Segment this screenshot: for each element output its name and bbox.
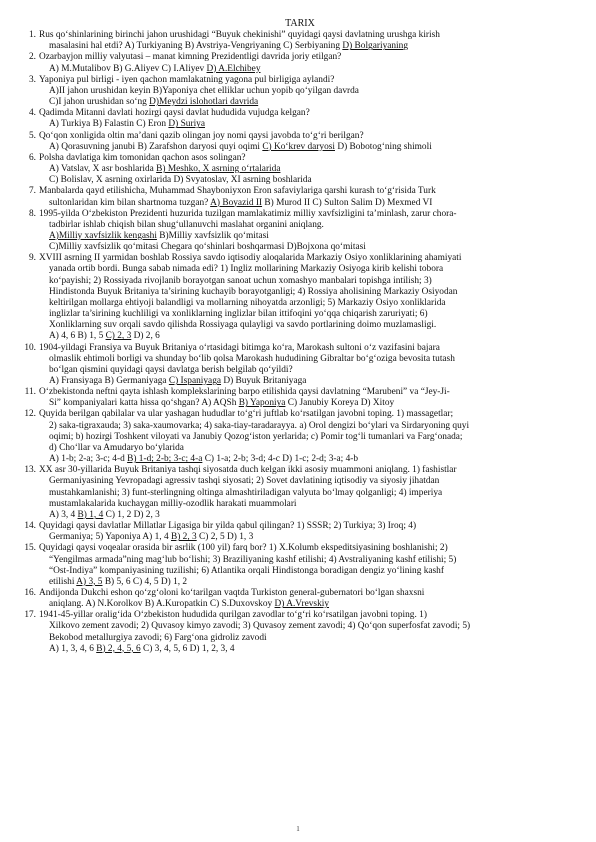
- answer-options: [39, 577, 574, 588]
- options-text: B)Milliy xavfsizlik qo‘mitasi: [156, 230, 269, 241]
- question-item: [26, 75, 574, 108]
- answer-options: [39, 644, 574, 655]
- options-text: A) Turkiya B) Falastin C) Eron: [49, 119, 169, 130]
- question-body: [39, 543, 574, 588]
- options-text: D) Buyuk Britaniyaga: [221, 376, 307, 386]
- correct-answer: B) 1, 4: [77, 509, 104, 520]
- question-number: 5.: [28, 130, 36, 141]
- options-text: etilishi: [49, 576, 77, 587]
- answer-options: [39, 331, 574, 342]
- question-number: 13.: [24, 465, 36, 476]
- question-item: [26, 543, 574, 588]
- correct-answer: B) 2, 3: [170, 532, 197, 543]
- options-text: C) Janubiy Koreya D) Xitoy: [285, 398, 395, 409]
- question-text-line: bo‘lgan qismini quyidagi qaysi davlatga berish belgilab qo‘yildi?: [49, 364, 293, 375]
- question-text-line: olmaslik ehtimoli borligi va shunday bo‘lib qolsa Marokash hududining Gibraltar bo‘g‘oziga bevosita tutash: [49, 353, 455, 364]
- question-body: [39, 75, 574, 108]
- answer-options: [39, 198, 574, 209]
- question-number: 15.: [24, 543, 36, 554]
- correct-answer: D) A.Vrevskiy: [274, 599, 330, 610]
- question-text-line: 2) saka-tigraxauda; 3) saka-xaumovarka; 4) saka-tiay-taradarayya. a) Orol dengizi bo‘ylari va Sirdaryoning quyi: [49, 420, 470, 431]
- question-text-line: keltirilgan mollarga ehtiyoji balandligi va mollarning nihoyatda arzonligi; 5) Markaziy Osiyo xonliklarida: [49, 297, 446, 308]
- question-text-line: “Ost-Indiya” kompaniyasining tuzilishi; 6) Atlantika orqali Hindistonga boradigan dengiz yo‘lining kashf: [49, 565, 444, 576]
- question-body: [39, 409, 574, 465]
- question-text-line: Quyidagi qaysi davlatlar Millatlar Ligasiga bir yilda qabul qilingan? 1) SSSR; 2) Turkiya; 3) Iroq; 4): [39, 521, 417, 532]
- question-body: [39, 465, 574, 521]
- question-text-line: Xilkovo zement zavodi; 2) Quvasoy kimyo zavodi; 3) Quvasoy zement zavodi; 4) Qo‘qon superfosfat zavodi; 5): [49, 621, 471, 632]
- question-number: 3.: [28, 74, 36, 85]
- question-item: [26, 521, 574, 543]
- test-page: [26, 18, 574, 655]
- question-text-line: Qadimda Mitanni davlati hozirgi qaysi davlat hududida vujudga kelgan?: [39, 108, 310, 119]
- correct-answer: C) Ispaniyaga: [168, 376, 222, 386]
- correct-answer: A) 3, 5: [76, 576, 103, 587]
- question-text-line: Manbalarda qayd etilishicha, Muhammad Shayboniyxon Eron safaviylariga qarshi kurash to‘g‘risida Turk: [39, 186, 436, 197]
- question-text-line: Xonliklarning suv orqali savdo qilishda Rossiyaga qulayligi va savdo portlarining doimo muzlamasligi.: [49, 320, 437, 331]
- options-text: A) 3, 4: [49, 509, 78, 520]
- question-text-line: yanada ortib bordi. Bunga sabab nimada edi? 1) Ingliz mollarining Markaziy Osiyoga kirib kelishi tobora: [49, 264, 444, 275]
- question-item: [26, 108, 574, 130]
- options-text: A) Fransiyaga B) Germaniyaga: [49, 376, 169, 386]
- answer-options: [39, 532, 574, 543]
- options-text: D) Bobotog‘ning shimoli: [334, 141, 432, 152]
- question-body: [39, 209, 574, 254]
- question-text-line: XVIII asrning II yarmidan boshlab Rossiya savdo iqtisodiy aloqalarida Markaziy Osiyo xonliklarining ahamiyati: [39, 253, 462, 264]
- question-item: [26, 186, 574, 208]
- answer-options: [39, 376, 574, 387]
- question-text-line: Quyida berilgan qabilalar va ular yashagan hududlar to‘g‘ri juftlab ko‘rsatilgan javobni toping. 1) massagetlar;: [39, 409, 454, 420]
- correct-answer: D) Bolgariyaning: [342, 41, 408, 52]
- question-number: 10.: [24, 342, 36, 353]
- question-text-line: 1941-45-yillar oralig‘ida O‘zbekiston hududida qurilgan zavodlar to‘g‘ri ko‘rsatilgan javobni toping. 1): [39, 610, 427, 621]
- question-body: [39, 153, 574, 186]
- answer-options: [39, 454, 574, 465]
- question-item: [26, 465, 574, 521]
- question-list: [26, 30, 574, 655]
- options-text: A) M.Mutalibov B) G.Aliyev C) I.Aliyev: [49, 63, 207, 74]
- question-number: 6.: [28, 152, 36, 163]
- options-text: D) 2, 6: [131, 331, 160, 342]
- question-text-line: Andijonda Dukchi eshon qo‘zg‘oloni ko‘tarilgan vaqtda Turkiston general-gubernatori bo‘lgan shaxsni: [39, 587, 425, 598]
- options-text: A) 1-b; 2-a; 3-c; 4-d: [49, 454, 128, 465]
- page-title: TARIX: [285, 18, 315, 29]
- answer-options: C)Milliy xavfsizlik qo‘mitasi Chegara qo‘shinlari boshqarmasi D)Bojxona qo‘mitasi: [49, 242, 366, 253]
- options-text: aniqlang. A) N.Korolkov B) A.Kuropatkin C) S.Duxovskoy: [49, 599, 275, 610]
- page-number: 1: [296, 825, 300, 833]
- correct-answer: D) Suriya: [168, 119, 205, 130]
- question-number: 7.: [28, 186, 36, 197]
- options-text: B) Murod II C) Sulton Salim D) Mexmed VI: [262, 197, 433, 208]
- question-number: 17.: [24, 610, 36, 621]
- question-text-line: A)II jahon urushidan keyin B)Yaponiya chet elliklar uchun yopib qo‘yilgan davrda: [49, 85, 359, 96]
- answer-options: [39, 398, 574, 409]
- question-number: 16.: [24, 587, 36, 598]
- correct-answer: B) Meshko, X asrning o‘rtalarida: [156, 164, 281, 175]
- question-text-line: oqimi; b) hozirgi Toshkent viloyati va Janubiy Qozog‘iston yerlarida; c) Pomir tog‘li tumanlari va Farg‘onada;: [49, 431, 463, 442]
- question-text-line: Hindistonda Buyuk Britaniya ta’sirining kuchayib borayotganligi; 4) Rossiya aholisining Markaziy Osiyodan: [49, 286, 458, 297]
- options-text: B) 5, 6 C) 4, 5 D) 1, 2: [102, 576, 188, 587]
- question-number: 9.: [28, 253, 36, 264]
- options-text: Germaniya; 5) Yaponiya A) 1, 4: [49, 532, 171, 543]
- question-text-line: Quyidagi qaysi voqealar orasida bir asrlik (100 yil) farq bor? 1) X.Kolumb ekspeditsiyasining boshlanishi; 2): [39, 543, 448, 554]
- question-body: [39, 186, 574, 208]
- question-item: [26, 343, 574, 388]
- question-text-line: mustahkamlanishi; 3) funt-sterlingning oltinga almashtiriladigan valyuta bo‘lmay qolganligi; 4) imperiya: [49, 487, 443, 498]
- answer-options: [39, 41, 574, 52]
- answer-options: [39, 119, 574, 130]
- question-body: [39, 521, 574, 543]
- question-text-line: O‘zbekistonda neftni qayta ishlash komplekslarining barpo etilishida qaysi davlatning “Marubeni” va “Jey-Ji-: [39, 387, 450, 398]
- question-text-line: 1904-yildagi Fransiya va Buyuk Britaniya o‘rtasidagi bitimga ko‘ra, Marokash sultoni o‘z vazifasini bajara: [39, 342, 440, 353]
- options-text: sultonlaridan kim bilan shartnoma tuzgan?: [49, 197, 211, 208]
- answer-options: [39, 64, 574, 75]
- correct-answer: B) 1-d; 2-b; 3-c; 4-a: [127, 454, 203, 465]
- question-item: [26, 409, 574, 465]
- options-text: C) 1, 2 D) 2, 3: [103, 509, 160, 520]
- question-number: 2.: [28, 52, 36, 63]
- answer-options: [39, 142, 574, 153]
- answer-options: [39, 231, 574, 242]
- options-text: C) 2, 5 D) 1, 3: [196, 532, 254, 543]
- answer-options: [39, 599, 574, 610]
- question-number: 14.: [24, 521, 36, 532]
- options-text: A) Vatslav, X asr boshlarida: [49, 164, 157, 175]
- options-text: A) 4, 6 B) 1, 5: [49, 331, 106, 342]
- question-number: 8.: [28, 208, 36, 219]
- question-number: 12.: [24, 409, 36, 420]
- answer-options: C) Bolislav, X asrning oxirlarida D) Svyatoslav, XI asrning boshlarida: [49, 175, 312, 186]
- question-body: [39, 52, 574, 74]
- correct-answer: C) 2, 3: [105, 331, 132, 342]
- correct-answer: A) Boyazid II: [210, 197, 263, 208]
- options-text: A) 1, 3, 4, 6: [49, 643, 97, 654]
- options-text: C) 3, 4, 5, 6 D) 1, 2, 3, 4: [140, 643, 235, 654]
- question-item: [26, 588, 574, 610]
- question-item: [26, 387, 574, 409]
- question-text-line: Ozarbayjon milliy valyutasi – manat kimning Prezidentligi davrida joriy etilgan?: [39, 52, 342, 63]
- question-body: [39, 610, 574, 655]
- question-body: [39, 387, 574, 409]
- question-body: [39, 30, 574, 52]
- correct-answer: A)Milliy xavfsizlik kengashi: [49, 230, 157, 241]
- question-text-line: tadbirlar ishlab chiqish bilan shug‘ullanuvchi maslahat organini aniqlang.: [49, 219, 324, 230]
- question-body: [39, 131, 574, 153]
- options-text: Si” kompaniyalari katta hissa qo‘shgan? A) AQSh: [49, 398, 239, 409]
- question-number: 11.: [24, 387, 36, 398]
- question-number: 4.: [28, 108, 36, 119]
- options-text: A) Qorasuvning janubi B) Zarafshon daryosi quyi oqimi: [49, 141, 263, 152]
- answer-options: [39, 510, 574, 521]
- correct-answer: D) A.Elchibey: [206, 63, 261, 74]
- correct-answer: B) 2, 4, 5, 6: [96, 643, 141, 654]
- question-item: [26, 131, 574, 153]
- question-text-line: Yaponiya pul birligi - iyen qachon mamlakatning yagona pul birligiga aylandi?: [39, 74, 335, 85]
- correct-answer: C) Ko‘krev daryosi: [262, 141, 335, 152]
- correct-answer: D)Meydzi islohotlari davrida: [149, 97, 259, 108]
- question-item: [26, 52, 574, 74]
- question-item: [26, 610, 574, 655]
- correct-answer: B) Yaponiya: [238, 398, 286, 409]
- question-text-line: Bekobod metallurgiya zavodi; 6) Farg‘ona gidroliz zavodi: [49, 632, 267, 643]
- question-text-line: Qo‘qon xonligida oltin ma’dani qazib olingan joy nomi qaysi javobda to‘g‘ri berilgan?: [39, 130, 364, 141]
- question-item: [26, 153, 574, 186]
- question-item: [26, 209, 574, 254]
- question-text-line: ko‘payishi; 2) Rossiyada rivojlanib borayotgan sanoat uchun xomashyo manbalari topishga intilish; 3): [49, 275, 432, 286]
- answer-options: [39, 97, 574, 108]
- question-text-line: Polsha davlatiga kim tomonidan qachon asos solingan?: [39, 152, 246, 163]
- question-body: [39, 108, 574, 130]
- question-text-line: Germaniyasining Yevropadagi agressiv tashqi siyosati; 2) Sovet davlatining iqtisodiy va siyosiy jihatdan: [49, 476, 440, 487]
- answer-options: [39, 164, 574, 175]
- question-text-line: 1995-yilda O‘zbekiston Prezidenti huzurida tuzilgan mamlakatimiz milliy xavfsizligini ta’minlash, zarur chora-: [39, 208, 457, 219]
- question-number: 1.: [28, 30, 36, 41]
- question-text-line: XX asr 30-yillarida Buyuk Britaniya tashqi siyosatda duch kelgan ikki asosiy muammoni aniqlang. 1) fashistlar: [39, 465, 457, 476]
- question-text-line: inglizlar ta’sirining kuchliligi va xonliklarning inglizlar bilan ittifoqini yo‘qqa chiqarish zaruriyati; 6): [49, 309, 428, 320]
- options-text: masalasini hal etdi? A) Turkiyaning B) Avstriya-Vengriyaning C) Serbiyaning: [49, 41, 343, 52]
- question-body: [39, 343, 574, 388]
- question-text-line: d) Cho‘llar va Amudaryo bo‘ylarida: [49, 442, 184, 453]
- options-text: C) 1-a; 2-b; 3-d; 4-c D) 1-c; 2-d; 3-a; 4-b: [202, 454, 359, 465]
- question-item: [26, 253, 574, 342]
- options-text: C)I jahon urushidan so‘ng: [49, 97, 150, 108]
- question-body: [39, 253, 574, 342]
- question-body: [39, 588, 574, 610]
- question-text-line: “Yengilmas armada”ning mag‘lub bo‘lishi; 3) Braziliyaning kashf etilishi; 4) Avstraliyaning kashf etilishi; 5): [49, 554, 457, 565]
- question-text-line: mustamlakalarida kuchaygan milliy-ozodlik harakati muammolari: [49, 498, 297, 509]
- question-text-line: Rus qo‘shinlarining birinchi jahon urushidagi “Buyuk chekinishi” quyidagi qaysi davlatning urushga kirish: [39, 30, 440, 41]
- question-item: [26, 30, 574, 52]
